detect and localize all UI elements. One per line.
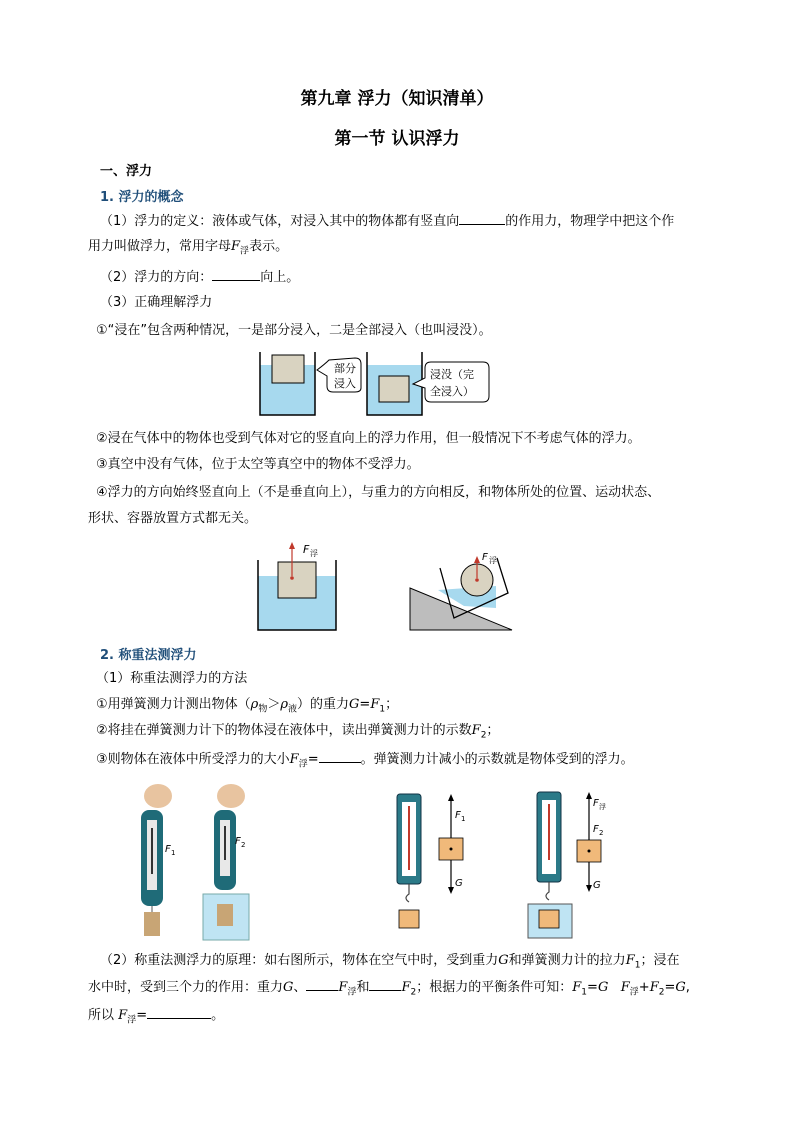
label-full-1: 浸没（完 <box>430 368 474 381</box>
fill-blank[interactable] <box>147 1004 211 1019</box>
fill-blank[interactable] <box>459 210 505 225</box>
paragraph-understand: （3）正确理解浮力 <box>100 295 213 310</box>
document-title: 第九章 浮力（知识清单） <box>300 89 494 109</box>
photo2-f2-label: F <box>235 836 241 847</box>
diagram2-ff-label: F <box>593 798 599 809</box>
paragraph-definition: （1）浮力的定义：液体或气体，对浸入其中的物体都有竖直向 的作用力，物理学中把这个作 <box>100 210 720 233</box>
paragraph-step2: ②将挂在弹簧测力计下的物体浸在液体中，读出弹簧测力计的示数$F_2$； <box>96 723 500 741</box>
diagram2-g-label: G <box>593 880 601 891</box>
fill-blank[interactable] <box>319 748 361 763</box>
paragraph-conclusion: 所以 $F_浮=$ 。 <box>88 1004 708 1032</box>
photo1-f1-label: F <box>165 844 171 855</box>
paragraph-gas: ②浸在气体中的物体也受到气体对它的竖直向上的浮力作用，但一般情况下不考虑气体的浮力。 <box>96 431 641 446</box>
diagram1-g-label: G <box>455 878 463 889</box>
force-label: F <box>303 543 310 556</box>
paragraph-method: （1）称重法测浮力的方法 <box>96 671 248 686</box>
heading-weighing-method: 2. 称重法测浮力 <box>100 648 197 663</box>
paragraph-direction: （2）浮力的方向： 向上。 <box>100 266 720 289</box>
svg-text:1: 1 <box>171 849 176 857</box>
spring-scale-figure <box>125 780 645 945</box>
fill-blank[interactable] <box>306 976 338 991</box>
svg-text:浮: 浮 <box>599 803 606 811</box>
svg-text:1: 1 <box>461 815 466 823</box>
heading-buoyancy: 一、浮力 <box>100 164 153 179</box>
label-partial-1: 部分 <box>334 362 356 375</box>
force-label-2-sub: 浮 <box>489 556 497 565</box>
label-partial-2: 浸入 <box>334 377 356 390</box>
force-label-sub: 浮 <box>310 549 318 558</box>
paragraph-direction-note-cont: 形状、容器放置方式都无关。 <box>88 511 258 526</box>
svg-text:2: 2 <box>241 841 246 849</box>
fill-blank[interactable] <box>212 266 260 281</box>
fill-blank[interactable] <box>369 976 401 991</box>
diagram2-f2-label: F <box>593 824 599 835</box>
paragraph-principle: （2）称重法测浮力的原理：如右图所示，物体在空气中时，受到重力G和弹簧测力计的拉力$F_1$；浸在 <box>100 953 680 971</box>
paragraph-immersed: ①“浸在”包含两种情况，一是部分浸入，二是全部浸入（也叫浸没）。 <box>96 323 492 338</box>
paragraph-principle-cont: 水中时，受到三个力的作用：重力G、 $F_浮$和 $F_2$；根据力的平衡条件可知：$F_1=G$ $F_浮+F_2=G$, <box>88 976 708 1004</box>
svg-text:2: 2 <box>599 829 604 837</box>
label-full-2: 全浸入） <box>430 385 474 398</box>
section-title: 第一节 认识浮力 <box>334 129 460 149</box>
heading-concept: 1. 浮力的概念 <box>100 190 184 205</box>
force-label-2: F <box>482 552 488 563</box>
buoyancy-direction-figure <box>250 538 520 633</box>
paragraph-vacuum: ③真空中没有气体，位于太空等真空中的物体不受浮力。 <box>96 457 420 472</box>
paragraph-definition-cont: 用力叫做浮力，常用字母$F_浮$表示。 <box>88 239 289 257</box>
immersion-figure <box>255 350 520 420</box>
diagram1-f1-label: F <box>455 810 461 821</box>
paragraph-step3: ③则物体在液体中所受浮力的大小$F_浮=$ 。弹簧测力计减小的示数就是物体受到的浮力。 <box>96 748 716 776</box>
paragraph-direction-note: ④浮力的方向始终竖直向上（不是垂直向上），与重力的方向相反，和物体所处的位置、运动状态、 <box>96 485 661 500</box>
paragraph-step1: ①用弹簧测力计测出物体$(\rho_物>\rho_液)$的重力$G=F_1$； <box>96 697 399 715</box>
